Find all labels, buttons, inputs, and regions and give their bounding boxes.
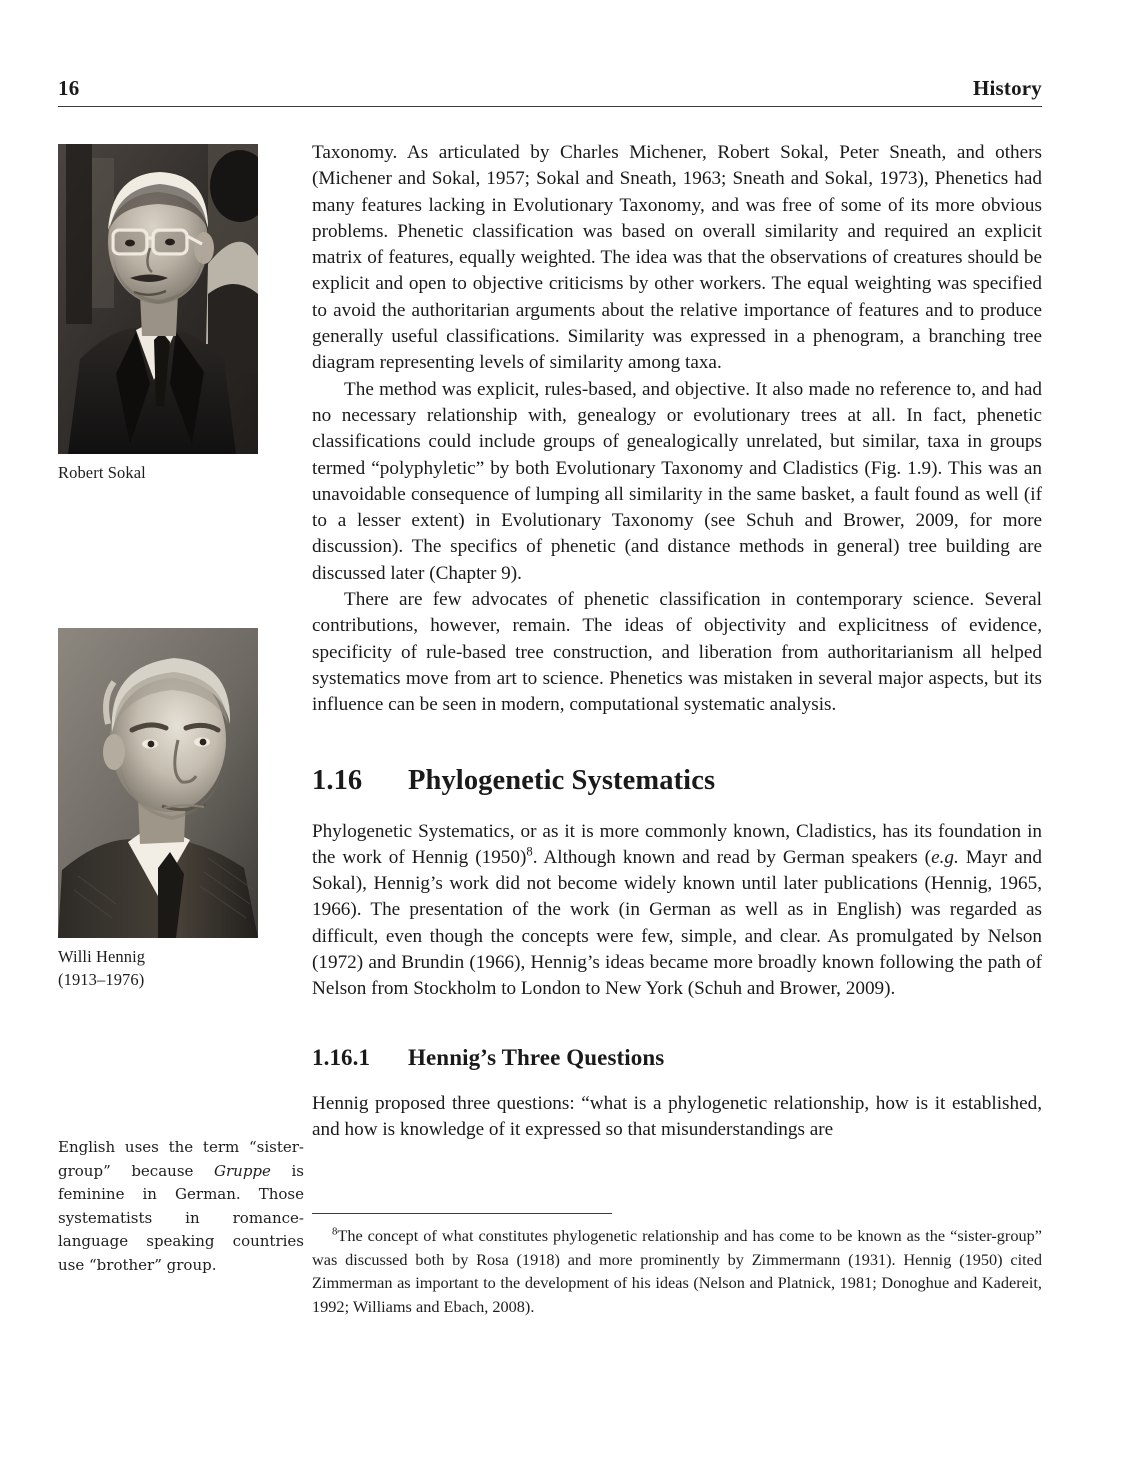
- subsection-heading-hennigs-three-questions: [312, 1045, 1042, 1071]
- main-text-column: [312, 140, 1042, 1143]
- margin-note-italic-term: Gruppe: [214, 1161, 271, 1180]
- running-title: History: [972, 76, 1042, 100]
- margin-note-part2: is feminine in German. Those systematists in romance-language speaking countries use “brother” group.: [58, 1161, 304, 1274]
- figure-willi-hennig: [58, 628, 258, 991]
- paragraph-method-explicit: The method was explicit, rules-based, and objective. It also made no reference to, and had no necessary relationship with, genealogy or evolutionary trees at all. In fact, phenetic classifications could include groups of genealogically unrelated, but similar, taxa in groups termed “polyphyletic” by both Evolutionary Taxonomy and Cladistics (Fig. 1.9). This was an unavoidable consequence of lumping all similarity in the same basket, a fault found as well (if to a lesser extent) in Evolutionary Taxonomy (see Schuh and Brower, 2009, for more discussion). The specifics of phenetic (and distance methods in general) tree building are discussed later (Chapter 9).: [312, 378, 1042, 584]
- footnote-marker: 8: [332, 1225, 338, 1238]
- margin-note: [58, 1136, 304, 1277]
- figure-caption: Robert Sokal: [58, 463, 146, 482]
- section-title: Phylogenetic Systematics: [408, 764, 716, 796]
- section-heading-phylogenetic-systematics: [312, 765, 1042, 797]
- subsection-number: 1.16.1: [312, 1044, 371, 1070]
- figure-caption-dates: (1913–1976): [58, 970, 145, 989]
- figure-caption: [58, 945, 258, 991]
- paragraph-italic-eg: e.g.: [931, 846, 959, 868]
- figure-caption-name: Willi Hennig: [58, 947, 146, 966]
- margin-note-part1: English uses the term “sister-group” because: [58, 1138, 304, 1180]
- photo-willi-hennig: [58, 628, 258, 938]
- footnote-separator-rule: [312, 1213, 612, 1214]
- figure-robert-sokal: [58, 144, 258, 484]
- footnote-reference-marker[interactable]: 8: [526, 844, 533, 859]
- footnote-text: [312, 1224, 1042, 1318]
- section-number: 1.16: [312, 764, 363, 796]
- header-rule: [58, 106, 1042, 107]
- paragraph-three-questions: Hennig proposed three questions: “what is a phylogenetic relationship, how is it established, and how is knowledge of it expressed so that misunderstandings are: [312, 1092, 1042, 1140]
- footnote-block: [312, 1213, 1042, 1318]
- page-header: [58, 76, 1042, 110]
- paragraph-few-advocates: There are few advocates of phenetic classification in contemporary science. Several contributions, however, remain. The ideas of objectivity and explicitness of evidence, specificity of rule-based tree construction, and liberation from authoritarianism all helped systematics move from art to science. Phenetics was mistaken in several major aspects, but its influence can be seen in modern, computational systematic analysis.: [312, 589, 1042, 716]
- photo-robert-sokal: [58, 144, 258, 454]
- paragraph-part-3: Mayr and Sokal), Hennig’s work did not become widely known until later publications (Hennig, 1965, 1966). The presentation of the work (in German as well as in English) was regarded as difficult, even though the concepts were few, simple, and clear. As promulgated by Nelson (1972) and Brundin (1966), Hennig’s ideas became more broadly known following the path of Nelson from Stockholm to London to New York (Schuh and Brower, 2009).: [312, 846, 1042, 1000]
- paragraph-part-1: Phylogenetic Systematics, or as it is more commonly known, Cladistics, has its foundation in the work of Hennig (1950): [312, 820, 1042, 868]
- page-number: 16: [58, 76, 80, 100]
- footnote-body: The concept of what constitutes phylogenetic relationship and has come to be known as the “sister-group” was discussed both by Rosa (1918) and more prominently by Zimmermann (1931). Hennig (1950) cited Zimmerman as important to the development of his ideas (Nelson and Platnick, 1981; Donoghue and Kadereit, 1992; Williams and Ebach, 2008).: [312, 1226, 1042, 1316]
- subsection-title: Hennig’s Three Questions: [408, 1044, 665, 1070]
- paragraph-cladistics-foundation: [312, 819, 1042, 1003]
- paragraph-part-2: . Although known and read by German speakers (: [532, 846, 932, 868]
- paragraph-phenetics-intro: Taxonomy. As articulated by Charles Michener, Robert Sokal, Peter Sneath, and others (Michener and Sokal, 1957; Sokal and Sneath, 1963; Sneath and Sokal, 1973), Phenetics had many features lacking in Evolutionary Taxonomy, and was free of some of its more obvious problems. Phenetic classification was based on overall similarity and required an explicit matrix of features, equally weighted. The idea was that the observations of creatures should be explicit and open to objective criticisms by other workers. The equal weighting was specified to avoid the authoritarian arguments about the relative importance of features and to produce generally useful classifications. Similarity was expressed in a phenogram, a branching tree diagram representing levels of similarity among taxa.: [312, 142, 1042, 374]
